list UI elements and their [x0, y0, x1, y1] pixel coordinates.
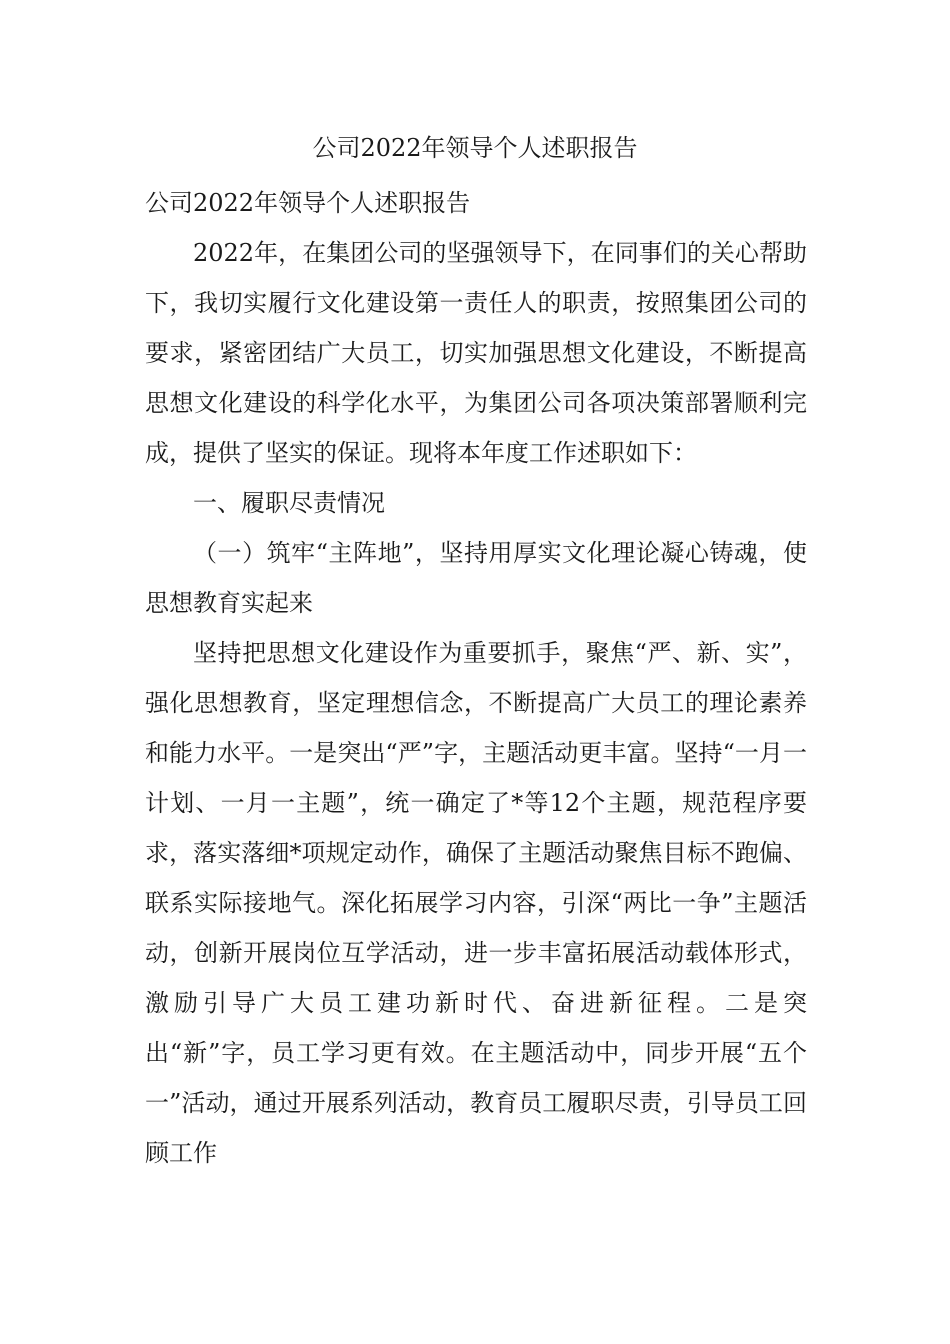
subsection-heading: （一）筑牢“主阵地”，坚持用厚实文化理论凝心铸魂，使思想教育实起来 [145, 539, 807, 617]
document-title: 公司2022年领导个人述职报告 [312, 134, 638, 162]
document-subtitle: 公司2022年领导个人述职报告 [145, 189, 471, 217]
intro-paragraph: 2022年，在集团公司的坚强领导下，在同事们的关心帮助下，我切实履行文化建设第一责任人的职责，按照集团公司的要求，紧密团结广大员工，切实加强思想文化建设，不断提高思想文化建设的科学化水平，为集团公司各项决策部署顺利完成，提供了坚实的保证。现将本年度工作述职如下： [145, 239, 807, 467]
section-heading: 一、履职尽责情况 [193, 489, 385, 517]
document-body [145, 178, 807, 1178]
body-paragraph: 坚持把思想文化建设作为重要抓手，聚焦“严、新、实”，强化思想教育，坚定理想信念，不断提高广大员工的理论素养和能力水平。一是突出“严”字，主题活动更丰富。坚持“一月一计划、一月一主题”，统一确定了*等12个主题，规范程序要求，落实落细*项规定动作，确保了主题活动聚焦目标不跑偏、联系实际接地气。深化拓展学习内容，引深“两比一争”主题活动，创新开展岗位互学活动，进一步丰富拓展活动载体形式，激励引导广大员工建功新时代、奋进新征程。二是突出“新”字，员工学习更有效。在主题活动中，同步开展“五个一”活动，通过开展系列活动，教育员工履职尽责，引导员工回顾工作 [145, 639, 807, 1167]
